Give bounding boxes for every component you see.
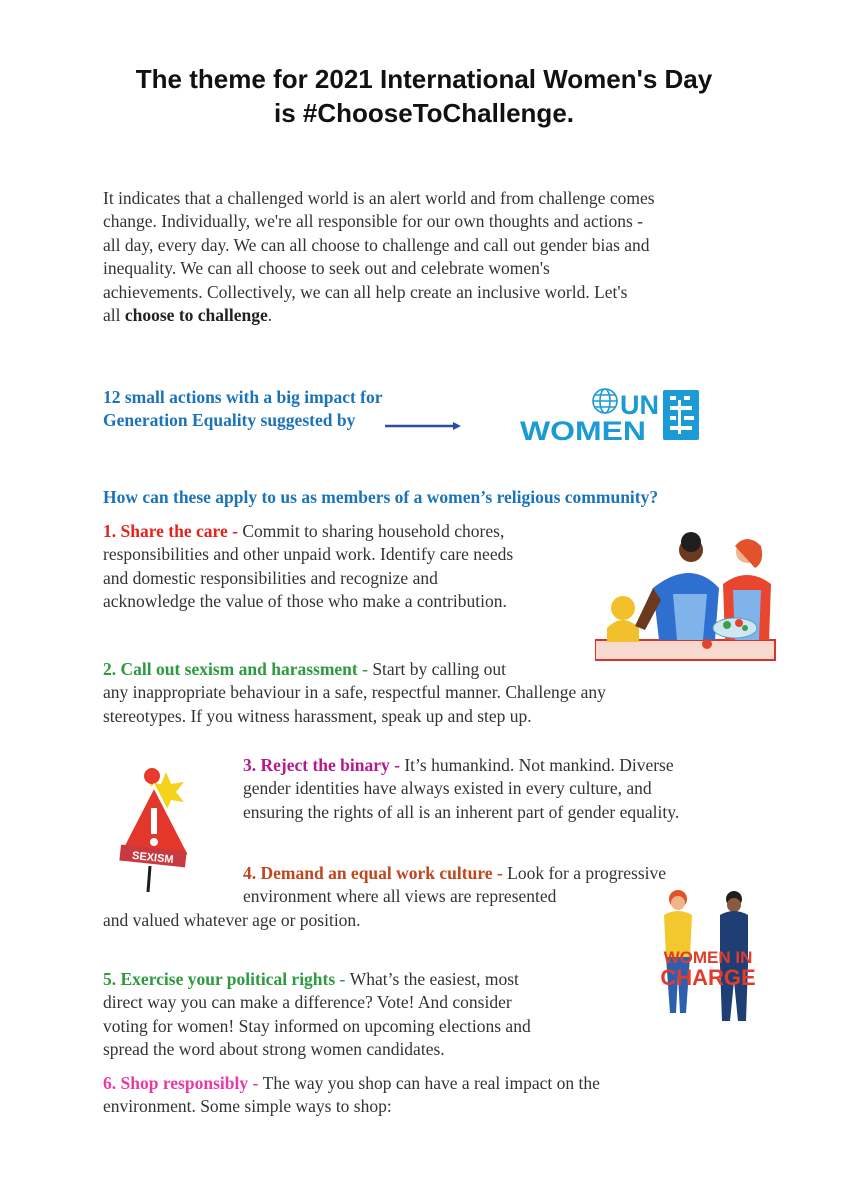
intro-line: all day, every day. We can all choose to challenge and call out gender bias and [103,234,650,255]
community-question: How can these apply to us as members of a women’s religious community? [103,487,659,507]
actions-heading-line-2: Generation Equality suggested by [103,410,356,431]
page-title [60,62,788,130]
action-item-2: 2. Call out sexism and harassment - Start by calling out any inappropriate behaviour in a safe, respectful manner. Challenge any stereotypes. If you witness harassment, speak up and step up. [103,659,606,726]
action-item-5: 5. Exercise your political rights - What’s the easiest, most direct way you can make a difference? Vote! And consider voting for women! Stay informed on upcoming elections and spread the word about strong women candidates. [103,969,531,1060]
action-heading: 5. Exercise your political rights - [103,969,350,989]
intro-line: achievements. Collectively, we can all help create an inclusive world. Let's [103,281,628,302]
arrow-icon [385,419,463,433]
logo-women-text: WOMEN [520,416,646,444]
actions-heading-line-1: 12 small actions with a big impact for [103,387,383,407]
action-item-6: 6. Shop responsibly - The way you shop can have a real impact on the environment. Some simple ways to shop: [103,1073,600,1117]
intro-line: It indicates that a challenged world is an alert world and from challenge comes [103,188,655,208]
women-in-charge-illustration [648,885,770,1027]
action-heading: 4. Demand an equal work culture - [243,863,508,883]
intro-last-prefix: all [103,305,125,326]
action-item-4-continued: and valued whatever age or position. [103,910,361,930]
intro-line: inequality. We can all choose to seek out and celebrate women's [103,258,550,279]
intro-last-suffix: . [267,305,273,326]
intro-line: change. Individually, we're all responsible for our own thoughts and actions - [103,211,644,232]
action-heading: 1. Share the care - [103,521,243,541]
action-item-1: 1. Share the care - Commit to sharing household chores, responsibilities and other unpaid work. Identify care needs and domestic responsibilities and recognize and acknowledge the value of those who make a contribution. [103,521,514,612]
action-heading: 3. Reject the binary - [243,755,405,775]
action-item-4: 4. Demand an equal work culture - Look for a progressive environment where all views are represented [243,863,667,907]
sexism-sign-illustration [110,762,220,894]
action-heading: 2. Call out sexism and harassment - [103,659,373,679]
action-item-3: 3. Reject the binary - It’s humankind. Not mankind. Diverse gender identities have always existed in every culture, and ensuring the rights of all is an inherent part of gender equality. [243,755,680,822]
intro-paragraph [103,187,753,327]
cooking-illustration [595,528,785,662]
intro-emphasis: choose to challenge [124,305,268,326]
action-heading: 6. Shop responsibly - [103,1073,263,1093]
poster-line-1: WOMEN IN [663,948,753,967]
title-line-2: is #ChooseToChallenge. [273,98,574,128]
poster-line-2: CHARGE [660,965,756,990]
sign-text: SEXISM [131,849,175,867]
logo-un-text: UN [620,390,659,420]
un-women-logo [520,386,705,444]
title-line-1: The theme for 2021 International Women's Day [135,64,713,94]
